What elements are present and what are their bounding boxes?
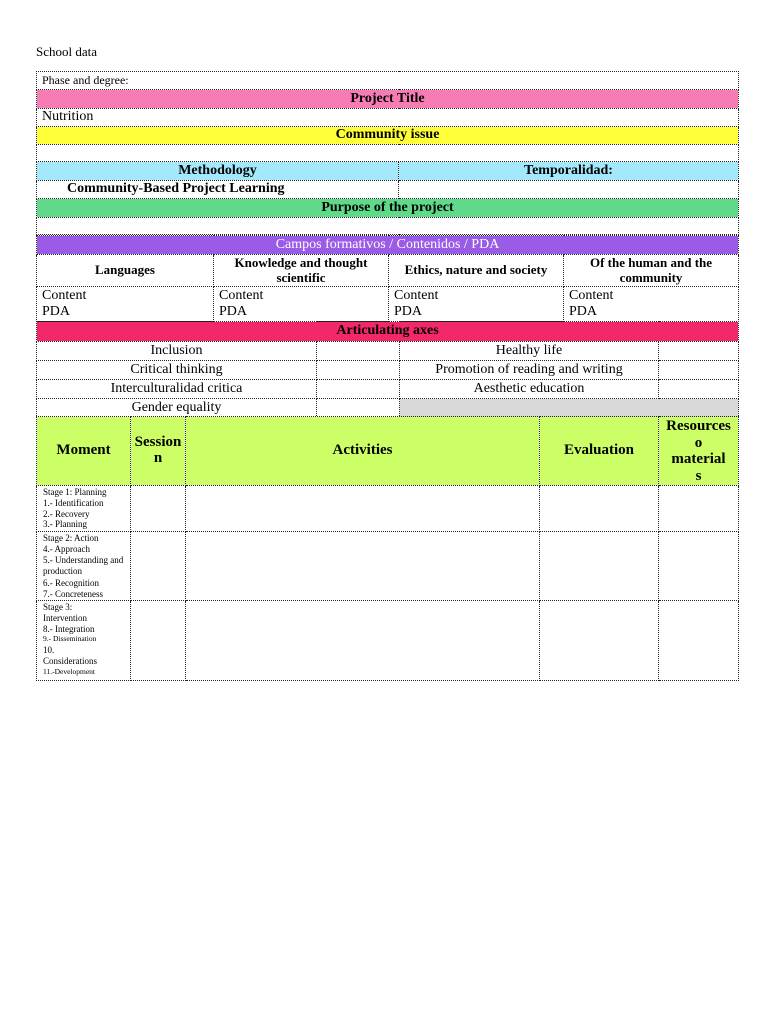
stage-line: 11.-Development [43,666,95,676]
stage-line: 5.- Understanding and production [43,554,124,577]
axes-table [36,321,739,418]
pda-label: PDA [569,304,598,319]
axis-label: Gender equality [37,399,317,418]
axis-label: Aesthetic education [400,380,659,399]
stage-line: 10. [43,645,55,656]
content-label: Content [394,288,439,303]
stage-line: 3.- Planning [43,519,87,530]
activities-cell[interactable] [186,486,540,532]
temporalidad-label: Temporalidad: [399,162,739,181]
session-cell[interactable] [131,601,186,681]
campos-title: Campos formativos / Contenidos / PDA [37,236,739,255]
evaluation-cell[interactable] [540,532,659,601]
temporalidad-value[interactable] [399,181,739,199]
community-issue-label: Community issue [37,127,739,145]
campo-cell-languages[interactable] [37,287,214,322]
stage-2-cell [37,532,131,601]
axis-check[interactable] [659,342,739,361]
purpose-label: Purpose of the project [37,199,739,218]
stage-line: 2.- Recovery [43,508,90,519]
stage-line: Intervention [43,612,87,623]
axis-check[interactable] [317,399,400,418]
axis-check[interactable] [659,361,739,380]
campo-header-knowledge: Knowledge and thought scientific [214,255,389,287]
content-label: Content [219,288,264,303]
session-cell[interactable] [131,486,186,532]
stage-line: 8.- Integration [43,623,95,634]
stage-line: Considerations [43,656,97,667]
stage-3-cell [37,601,131,681]
stage-1-cell [37,486,131,532]
session-cell[interactable] [131,532,186,601]
methodology-value[interactable]: Community-Based Project Learning [37,181,399,199]
axis-label: Inclusion [37,342,317,361]
pda-label: PDA [42,304,71,319]
stage-line: 7.- Concreteness [43,588,103,599]
stage-line: 4.- Approach [43,543,90,554]
community-issue-value[interactable] [37,145,739,162]
axis-check[interactable] [659,380,739,399]
activities-cell[interactable] [186,601,540,681]
resources-cell[interactable] [659,601,739,681]
axes-title: Articulating axes [37,322,739,342]
campo-cell-ethics[interactable] [389,287,564,322]
methodology-label: Methodology [37,162,399,181]
project-title-value[interactable]: Nutrition [37,109,739,127]
moment-header: Moment [37,417,131,486]
resources-cell[interactable] [659,486,739,532]
evaluation-cell[interactable] [540,486,659,532]
stage-line: 6.- Recognition [43,577,99,588]
pda-label: PDA [219,304,248,319]
project-info-table [36,71,739,235]
content-label: Content [569,288,614,303]
campo-header-ethics: Ethics, nature and society [389,255,564,287]
axis-label: Promotion of reading and writing [400,361,659,380]
evaluation-header: Evaluation [540,417,659,486]
campo-header-languages: Languages [37,255,214,287]
stage-line: Stage 3: [43,602,73,612]
content-label: Content [42,288,87,303]
activities-header: Activities [186,417,540,486]
campo-cell-human[interactable] [564,287,739,322]
stage-line: Stage 1: Planning [43,487,107,497]
resources-cell[interactable] [659,532,739,601]
stage-line: Stage 2: Action [43,533,99,543]
axis-label: Critical thinking [37,361,317,380]
stage-line: 9.- Dissemination [43,634,97,644]
pda-label: PDA [394,304,423,319]
axis-check[interactable] [317,380,400,399]
campo-cell-knowledge[interactable] [214,287,389,322]
axis-check[interactable] [317,361,400,380]
resources-header: Resources o material s [659,417,739,486]
campos-table [36,235,739,322]
project-title-label: Project Title [37,90,739,109]
axis-check[interactable] [317,342,400,361]
axis-label: Healthy life [400,342,659,361]
campo-header-human: Of the human and the community [564,255,739,287]
phase-and-degree: Phase and degree: [37,72,739,90]
purpose-value[interactable] [37,218,739,235]
activities-cell[interactable] [186,532,540,601]
school-data-label: School data [36,44,98,59]
axis-label: Interculturalidad critica [37,380,317,399]
axis-empty-cell [400,399,739,418]
session-header: Session n [131,417,186,486]
stage-line: 1.- Identification [43,497,104,508]
evaluation-cell[interactable] [540,601,659,681]
activities-table [36,416,739,681]
